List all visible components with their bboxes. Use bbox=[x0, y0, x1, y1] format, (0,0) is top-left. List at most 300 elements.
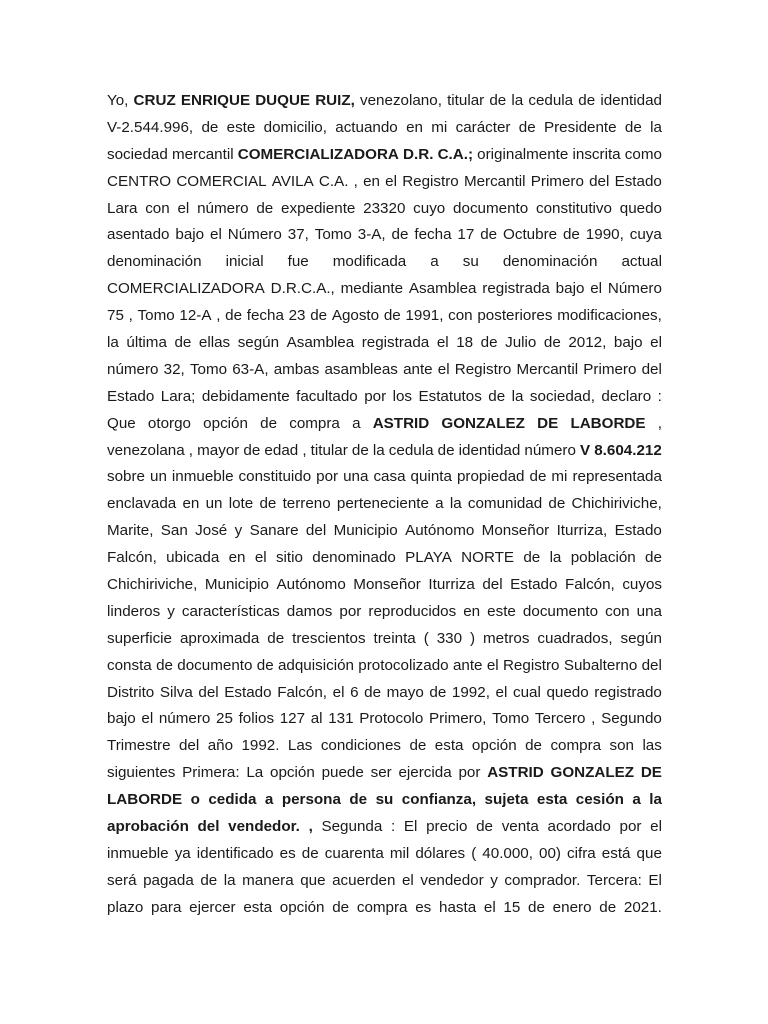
word: denominación bbox=[107, 253, 202, 271]
bold-word: del bbox=[197, 818, 220, 836]
word: cuya bbox=[629, 226, 662, 244]
word: adquisición bbox=[277, 656, 354, 674]
bold-word: a bbox=[632, 791, 641, 809]
text-line bbox=[107, 196, 662, 223]
word: carácter bbox=[455, 118, 511, 136]
word: declaro bbox=[601, 387, 652, 405]
word: Tercera: bbox=[586, 871, 642, 889]
text-line bbox=[107, 249, 662, 276]
word: el bbox=[385, 172, 397, 190]
word: número bbox=[158, 710, 211, 728]
word: Yo, bbox=[107, 92, 129, 109]
word: inscrita bbox=[572, 145, 621, 163]
word: del bbox=[641, 360, 662, 378]
word: por bbox=[316, 468, 339, 486]
word: Julio bbox=[505, 334, 537, 352]
word: de bbox=[267, 629, 285, 647]
word: de bbox=[476, 818, 494, 836]
word: de bbox=[200, 871, 218, 889]
word: el bbox=[437, 360, 450, 378]
word: Registro bbox=[402, 172, 459, 190]
bold-word: C.A.; bbox=[437, 145, 474, 163]
word: originalmente bbox=[477, 145, 569, 163]
word: bajo bbox=[107, 710, 136, 728]
word: NORTE bbox=[461, 549, 515, 567]
word: por bbox=[364, 387, 387, 405]
word: dólares bbox=[415, 844, 466, 862]
word: con bbox=[145, 199, 170, 217]
word: precio bbox=[426, 818, 468, 836]
word: Tomo bbox=[189, 360, 228, 378]
bold-word: CRUZ bbox=[133, 92, 176, 109]
word: documento bbox=[522, 602, 599, 620]
word: el bbox=[210, 226, 222, 244]
word: de bbox=[578, 92, 596, 109]
word: de bbox=[174, 334, 192, 352]
word: 3-A, bbox=[357, 226, 386, 244]
word: manera bbox=[242, 871, 294, 889]
word: sociedad, bbox=[529, 387, 595, 405]
word: ejercida bbox=[398, 764, 452, 782]
word: denominado bbox=[312, 549, 396, 567]
text-line bbox=[107, 303, 662, 330]
word: 15 bbox=[503, 898, 521, 916]
word: mayo bbox=[386, 683, 424, 701]
word: de bbox=[480, 334, 498, 352]
text-line bbox=[107, 599, 662, 626]
word: hasta bbox=[439, 898, 477, 916]
word: del bbox=[641, 656, 662, 674]
text-line bbox=[107, 222, 662, 249]
word: Asamblea bbox=[286, 334, 355, 352]
word: fecha bbox=[246, 307, 284, 325]
word: La bbox=[246, 764, 264, 782]
word: siguientes bbox=[107, 764, 176, 782]
word: el bbox=[401, 871, 414, 889]
word: documento bbox=[177, 656, 253, 674]
word: Monseñor bbox=[353, 576, 421, 594]
bold-word: , bbox=[308, 818, 313, 836]
text-line bbox=[107, 626, 662, 653]
word: Estado bbox=[614, 172, 662, 190]
word: posteriores bbox=[477, 307, 553, 325]
bold-word: su bbox=[375, 791, 394, 809]
word: condiciones bbox=[320, 737, 402, 755]
word: de bbox=[525, 737, 543, 755]
word: por bbox=[458, 764, 481, 782]
word: de bbox=[310, 307, 328, 325]
bold-word: sujeta bbox=[484, 791, 529, 809]
word: del bbox=[482, 576, 503, 594]
word: Registro bbox=[502, 656, 560, 674]
document-body bbox=[107, 88, 662, 922]
word: Segunda bbox=[321, 818, 383, 836]
word: denominación bbox=[502, 253, 598, 271]
word: edad bbox=[264, 441, 299, 459]
word: V-2.544.996, bbox=[107, 118, 194, 136]
word: este bbox=[487, 602, 516, 620]
word: Mercantil bbox=[463, 172, 526, 190]
text-line bbox=[107, 733, 662, 760]
bold-word: cesión bbox=[575, 791, 624, 809]
bold-word: ASTRID bbox=[487, 764, 544, 782]
word: comunidad bbox=[467, 495, 543, 513]
word: de bbox=[518, 118, 536, 136]
word: el bbox=[332, 683, 345, 701]
text-line bbox=[107, 680, 662, 707]
word: el bbox=[590, 280, 603, 298]
word: las bbox=[642, 737, 662, 755]
word: 75 bbox=[107, 307, 124, 325]
word: año bbox=[207, 737, 234, 755]
word: 37, bbox=[287, 226, 309, 244]
word: documento bbox=[453, 199, 529, 217]
word: constitutivo bbox=[535, 199, 612, 217]
word: de bbox=[256, 656, 274, 674]
bold-word: de bbox=[349, 791, 368, 809]
word: perteneciente bbox=[336, 495, 429, 513]
word: lote bbox=[228, 495, 254, 513]
bold-word: GONZALEZ bbox=[550, 764, 635, 782]
word: del bbox=[589, 172, 610, 190]
word: fue bbox=[287, 253, 309, 271]
word: Estado bbox=[107, 387, 155, 405]
word: su bbox=[462, 253, 479, 271]
word: de bbox=[437, 441, 455, 459]
word: Sanare bbox=[249, 522, 299, 540]
word: Monseñor bbox=[481, 522, 550, 540]
word: domicilio, bbox=[263, 118, 327, 136]
word: mercantil bbox=[171, 145, 234, 163]
word: asentado bbox=[107, 226, 170, 244]
word: constituido bbox=[238, 468, 312, 486]
word: será bbox=[107, 871, 137, 889]
word: enero bbox=[552, 898, 592, 916]
text-line bbox=[107, 706, 662, 733]
word: con bbox=[448, 307, 473, 325]
bold-word: ASTRID bbox=[372, 414, 430, 432]
word: , bbox=[657, 414, 662, 432]
bold-word: persona bbox=[281, 791, 341, 809]
word: PLAYA bbox=[405, 549, 452, 567]
word: de bbox=[156, 656, 173, 674]
word: ) bbox=[470, 629, 476, 647]
word: Estatutos bbox=[418, 387, 482, 405]
word: características bbox=[181, 602, 280, 620]
word: opción bbox=[203, 414, 248, 432]
word: 23 bbox=[288, 307, 306, 325]
word: de bbox=[645, 549, 662, 567]
word: de bbox=[624, 118, 642, 136]
word: opción bbox=[471, 737, 517, 755]
text-line bbox=[107, 276, 662, 303]
word: de bbox=[429, 683, 447, 701]
text-line bbox=[107, 518, 662, 545]
word: cifra bbox=[567, 844, 596, 862]
word: Tercero bbox=[534, 710, 586, 728]
word: bajo bbox=[555, 280, 585, 298]
text-line bbox=[107, 814, 662, 841]
bold-word: COMERCIALIZADORA bbox=[237, 145, 399, 163]
word: del bbox=[178, 737, 200, 755]
word: quedo bbox=[619, 199, 662, 217]
word: Agosto bbox=[331, 307, 380, 325]
word: mil bbox=[389, 844, 410, 862]
word: Presidente bbox=[543, 118, 617, 136]
word: el bbox=[177, 199, 190, 217]
word: con bbox=[605, 602, 630, 620]
word: COMERCIALIZADORA bbox=[107, 280, 265, 298]
word: El bbox=[648, 871, 662, 889]
word: Estado bbox=[510, 576, 558, 594]
word: , bbox=[216, 307, 221, 325]
word: una bbox=[636, 602, 662, 620]
word: de bbox=[259, 495, 277, 513]
word: un bbox=[150, 468, 167, 486]
word: 127 bbox=[279, 710, 306, 728]
word: 17 bbox=[457, 226, 475, 244]
word: a bbox=[435, 495, 444, 513]
word: opción bbox=[270, 764, 315, 782]
word: , bbox=[591, 710, 596, 728]
word: de bbox=[332, 898, 350, 916]
word: al bbox=[310, 710, 323, 728]
word: en bbox=[463, 602, 481, 620]
word: 23320 bbox=[363, 199, 406, 217]
word: protocolizado bbox=[358, 656, 449, 674]
word: ubicada bbox=[166, 549, 220, 567]
word: Segundo bbox=[601, 710, 662, 728]
word: Primero bbox=[583, 360, 637, 378]
word: treinta bbox=[373, 629, 416, 647]
word: C.A. bbox=[318, 172, 349, 190]
word: cuyo bbox=[413, 199, 446, 217]
word: bajo bbox=[175, 226, 205, 244]
text-line bbox=[107, 411, 662, 438]
word: de bbox=[489, 92, 507, 109]
word: es bbox=[415, 898, 432, 916]
word: Mercantil bbox=[516, 360, 579, 378]
word: 32, bbox=[163, 360, 185, 378]
bold-word: ENRIQUE bbox=[180, 92, 251, 109]
bold-word: D.R. bbox=[403, 145, 434, 163]
word: de bbox=[383, 307, 401, 325]
word: 12-A bbox=[179, 307, 212, 325]
word: actuando bbox=[335, 118, 398, 136]
word: Silva bbox=[159, 683, 193, 701]
word: el bbox=[141, 710, 154, 728]
word: está bbox=[601, 844, 631, 862]
word: Estado bbox=[614, 522, 662, 540]
text-line bbox=[107, 572, 662, 599]
word: casa bbox=[373, 468, 406, 486]
word: metros bbox=[483, 629, 530, 647]
word: 00) bbox=[539, 844, 561, 862]
word: Lara; bbox=[160, 387, 196, 405]
word: CENTRO bbox=[107, 172, 172, 190]
text-line bbox=[107, 841, 662, 868]
word: Asamblea bbox=[408, 280, 477, 298]
word: el bbox=[486, 656, 499, 674]
word: 1990, bbox=[585, 226, 624, 244]
word: de bbox=[243, 441, 261, 459]
word: la bbox=[107, 334, 119, 352]
word: asambleas bbox=[324, 360, 398, 378]
word: Número bbox=[607, 280, 662, 298]
word: El bbox=[403, 818, 418, 836]
bold-word: la bbox=[649, 791, 662, 809]
word: es bbox=[279, 844, 296, 862]
word: Distrito bbox=[107, 683, 155, 701]
word: representada bbox=[572, 468, 662, 486]
word: ya bbox=[174, 844, 191, 862]
word: Municipio bbox=[204, 576, 269, 594]
word: de bbox=[301, 844, 319, 862]
word: la bbox=[549, 549, 562, 567]
word: de bbox=[364, 683, 382, 701]
word: pagada bbox=[143, 871, 194, 889]
text-line bbox=[107, 868, 662, 895]
word: esta bbox=[243, 898, 273, 916]
word: cual bbox=[512, 683, 541, 701]
word: registrado bbox=[594, 683, 662, 701]
word: la bbox=[511, 387, 524, 405]
text-line bbox=[107, 464, 662, 491]
word: 40.000, bbox=[482, 844, 533, 862]
word: plazo bbox=[107, 898, 144, 916]
word: mi bbox=[431, 118, 448, 136]
word: folios bbox=[238, 710, 275, 728]
bold-word: esta bbox=[536, 791, 568, 809]
word: facultado bbox=[296, 387, 358, 405]
text-line bbox=[107, 169, 662, 196]
text-line bbox=[107, 357, 662, 384]
word: : bbox=[390, 818, 396, 836]
word: inmueble bbox=[107, 844, 169, 862]
word: a bbox=[352, 414, 361, 432]
word: acuerden bbox=[332, 871, 396, 889]
word: este bbox=[226, 118, 256, 136]
bold-word: LABORDE bbox=[107, 791, 183, 809]
word: número bbox=[524, 441, 576, 459]
word: del bbox=[198, 683, 219, 701]
word: Iturriza, bbox=[556, 522, 608, 540]
word: que bbox=[636, 844, 662, 862]
word: de bbox=[528, 898, 545, 916]
word: el bbox=[254, 549, 267, 567]
word: y bbox=[234, 522, 243, 540]
word: : bbox=[657, 387, 662, 405]
word: 6 bbox=[350, 683, 359, 701]
word: en bbox=[228, 549, 246, 567]
word: 63-A, bbox=[232, 360, 269, 378]
text-line bbox=[107, 895, 662, 922]
word: sociedad bbox=[107, 145, 168, 163]
word: el bbox=[650, 818, 662, 836]
word: para bbox=[151, 898, 182, 916]
word: COMERCIAL bbox=[176, 172, 267, 190]
word: población bbox=[570, 549, 636, 567]
word: propiedad bbox=[456, 468, 525, 486]
bold-word: vendedor. bbox=[228, 818, 300, 836]
text-line bbox=[107, 653, 662, 680]
bold-word: DE bbox=[640, 764, 662, 782]
word: identidad bbox=[458, 441, 521, 459]
word: Tomo bbox=[314, 226, 352, 244]
word: 2012, bbox=[568, 334, 607, 352]
word: modificaciones, bbox=[557, 307, 662, 325]
word: terreno bbox=[282, 495, 331, 513]
word: de bbox=[201, 118, 219, 136]
word: la bbox=[511, 92, 524, 109]
word: sobre bbox=[107, 468, 145, 486]
word: compra bbox=[550, 737, 602, 755]
word: número bbox=[107, 360, 159, 378]
word: Iturriza bbox=[428, 576, 475, 594]
word: opción bbox=[279, 898, 325, 916]
word: 18 bbox=[456, 334, 474, 352]
word: inicial bbox=[225, 253, 264, 271]
word: de bbox=[599, 898, 617, 916]
word: D.R.C.A., bbox=[270, 280, 335, 298]
text-line bbox=[107, 330, 662, 357]
word: enclavada bbox=[107, 495, 177, 513]
word: fecha bbox=[414, 226, 452, 244]
word: Autónomo bbox=[276, 576, 346, 594]
word: , bbox=[128, 307, 133, 325]
word: modificada bbox=[332, 253, 407, 271]
word: por bbox=[339, 602, 362, 620]
word: mayor bbox=[197, 441, 240, 459]
word: 1992. bbox=[241, 737, 280, 755]
word: comprador. bbox=[504, 871, 581, 889]
word: Chichiriviche, bbox=[107, 576, 198, 594]
bold-word: 8.604.212 bbox=[594, 441, 662, 459]
bold-word: aprobación bbox=[107, 818, 189, 836]
word: , bbox=[353, 172, 358, 190]
word: ambas bbox=[273, 360, 320, 378]
word: 25 bbox=[216, 710, 233, 728]
word: ejercer bbox=[189, 898, 236, 916]
text-line bbox=[107, 142, 662, 169]
word: Subalterno bbox=[563, 656, 638, 674]
text-line bbox=[107, 438, 662, 465]
word: , bbox=[302, 441, 307, 459]
word: vendedor bbox=[420, 871, 484, 889]
bold-word: DUQUE bbox=[255, 92, 311, 109]
word: según bbox=[237, 334, 280, 352]
word: según bbox=[620, 629, 662, 647]
word: Autónomo bbox=[405, 522, 475, 540]
word: Tomo bbox=[137, 307, 175, 325]
word: de bbox=[480, 226, 498, 244]
word: a bbox=[430, 253, 439, 271]
word: expediente bbox=[281, 199, 356, 217]
word: titular bbox=[447, 92, 485, 109]
word: 1992, bbox=[451, 683, 490, 701]
bold-word: cedida bbox=[208, 791, 257, 809]
word: quedo bbox=[546, 683, 589, 701]
word: Primero, bbox=[429, 710, 487, 728]
word: en bbox=[363, 172, 380, 190]
word: acordado bbox=[547, 818, 611, 836]
bold-word: RUIZ, bbox=[315, 92, 355, 109]
word: 330 bbox=[436, 629, 463, 647]
word: número bbox=[197, 199, 249, 217]
word: por bbox=[619, 818, 642, 836]
word: el bbox=[436, 334, 449, 352]
word: la bbox=[449, 495, 462, 513]
